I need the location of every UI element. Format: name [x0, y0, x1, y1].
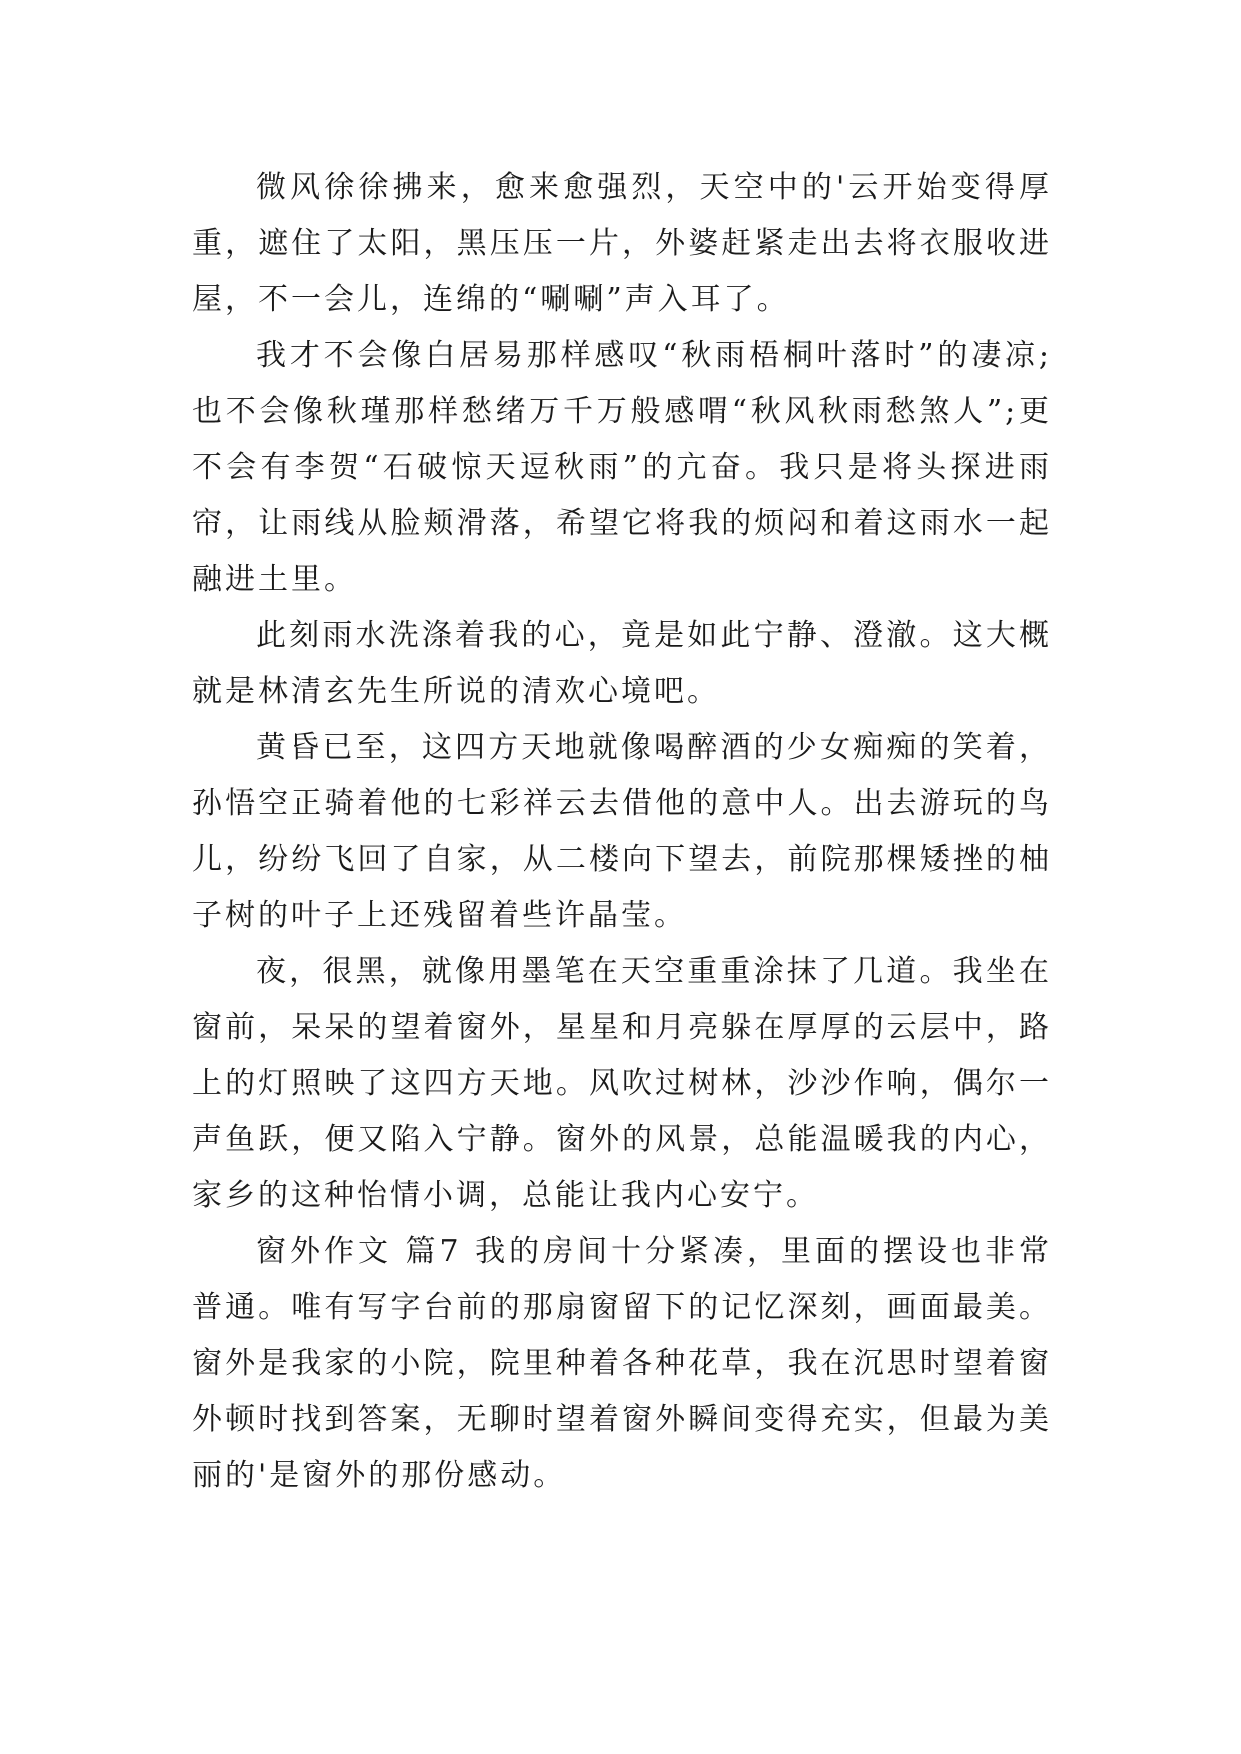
paragraph-wind-clouds: 微风徐徐拂来，愈来愈强烈，天空中的'云开始变得厚重，遮住了太阳，黑压压一片，外婆赶紧走出去将衣服收进屋，不一会儿，连绵的“唰唰”声入耳了。	[192, 170, 1052, 317]
paragraph-calm-heart: 此刻雨水洗涤着我的心，竟是如此宁静、澄澈。这大概就是林清玄先生所说的清欢心境吧。	[192, 618, 1052, 709]
document-body	[192, 160, 1052, 1504]
paragraph-night: 夜，很黑，就像用墨笔在天空重重涂抹了几道。我坐在窗前，呆呆的望着窗外，星星和月亮躲在厚厚的云层中，路上的灯照映了这四方天地。风吹过树林，沙沙作响，偶尔一声鱼跃，便又陷入宁静。窗外的风景，总能温暖我的内心，家乡的这种怡情小调，总能让我内心安宁。	[192, 954, 1052, 1213]
paragraph-dusk: 黄昏已至，这四方天地就像喝醉酒的少女痴痴的笑着，孙悟空正骑着他的七彩祥云去借他的意中人。出去游玩的鸟儿，纷纷飞回了自家，从二楼向下望去，前院那棵矮挫的柚子树的叶子上还残留着些许晶莹。	[192, 730, 1052, 933]
paragraph-autumn-rain: 我才不会像白居易那样感叹“秋雨梧桐叶落时”的凄凉;也不会像秋瑾那样愁绪万千万般感喟“秋风秋雨愁煞人”;更不会有李贺“石破惊天逗秋雨”的亢奋。我只是将头探进雨帘，让雨线从脸颊滑落，希望它将我的烦闷和着这雨水一起融进土里。	[192, 338, 1052, 597]
paragraph-essay-7: 窗外作文 篇7 我的房间十分紧凑，里面的摆设也非常普通。唯有写字台前的那扇窗留下的记忆深刻，画面最美。窗外是我家的小院，院里种着各种花草，我在沉思时望着窗外顿时找到答案，无聊时望着窗外瞬间变得充实，但最为美丽的'是窗外的那份感动。	[192, 1234, 1052, 1493]
